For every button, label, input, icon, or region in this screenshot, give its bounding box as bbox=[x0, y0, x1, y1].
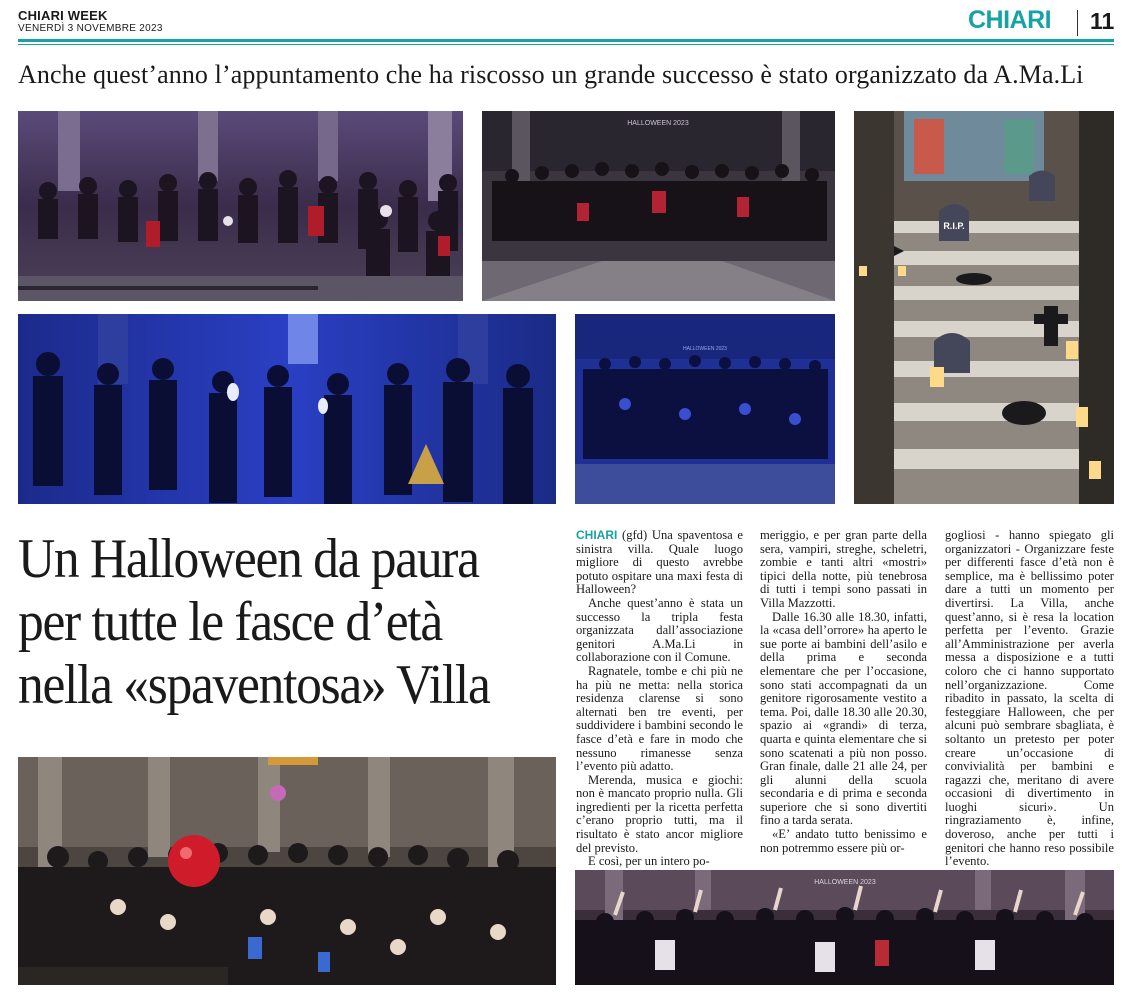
photo-1-illustration bbox=[18, 111, 463, 301]
banner-text-3: HALLOWEEN 2023 bbox=[814, 879, 876, 886]
photo-seated-crowd-blue bbox=[575, 314, 835, 504]
article-paragraph: Ragnatele, tombe e chi più ne ha più ne metta: nella storica residenza clarense si sono alternati ben tre eventi, per suddividere i bambini secondo le fasce d’età e fare in modo che nessuno rimanesse senza l’evento più adatto. bbox=[576, 663, 743, 774]
article-paragraph: Anche quest’anno è stata un successo la tripla festa organizzata dall’associazione genitori A.Ma.Li in collaborazione con il Comune. bbox=[576, 595, 743, 665]
photo-blue-dance-crowd bbox=[18, 314, 556, 504]
article-paragraph: gogliosi - hanno spiegato gli organizzatori - Organizzare feste per differenti fasce d’età non è semplice, ma è bellissimo poter dare a tutti un momento per divertirsi. La Villa, anche quest’anno, si è resa la location perfetta per l’evento. Grazie all’Amministrazione per averla messa a disposizione e a tutti coloro che ci hanno supportato nell’organizzazione. Come ribadito in passato, la scelta di festeggiare Halloween, che per alcuni può sembrare sbagliata, è soltanto un pretesto per poter creare un’occasione di convivialità per bambini e ragazzi che, meritano di avere occasioni di divertimento in luoghi sicuri». Un ringraziamento è, infine, doveroso, anche per tutti i genitori che hanno reso possibile l’evento. bbox=[945, 528, 1114, 869]
photo-3-illustration bbox=[854, 111, 1114, 504]
header-rule bbox=[18, 39, 1114, 42]
photo-crowd-banner bbox=[482, 111, 835, 301]
byline: (gfd) bbox=[622, 528, 648, 542]
issue-date: VENERDÌ 3 NOVEMBRE 2023 bbox=[18, 23, 163, 34]
headline-line-2: per tutte le fasce d’età bbox=[18, 591, 442, 653]
article-paragraph: Merenda, musica e giochi: non è mancato proprio nulla. Gli ingredienti per la ricetta perfetta c’erano proprio tutti, ma il risultato è stato ancor migliore del previsto. bbox=[576, 772, 743, 855]
article-paragraph: E così, per un intero po- bbox=[588, 854, 710, 869]
photo-5-illustration bbox=[575, 314, 835, 504]
banner-text-1: HALLOWEEN 2023 bbox=[627, 120, 689, 127]
photo-hall-crowd-balloon bbox=[18, 757, 556, 985]
paragraph-text: Una spaventosa e sinistra villa. Quale luogo migliore di questo avrebbe potuto ospitare una maxi festa di Halloween? bbox=[576, 528, 743, 597]
photo-6-illustration bbox=[18, 757, 556, 985]
headline bbox=[18, 528, 519, 717]
article-column-3 bbox=[945, 529, 1114, 869]
kicker-line: Anche quest’anno l’appuntamento che ha riscosso un grande successo è stato organizzato da A.Ma.Li bbox=[18, 60, 1084, 89]
publication-name: CHIARI WEEK bbox=[18, 8, 108, 23]
photo-kids-costumes-stage bbox=[18, 111, 463, 301]
article-paragraph: Dalle 16.30 alle 18.30, infatti, la «casa dell’orrore» ha aperto le sue porte ai bambini dell’asilo e della prima e seconda elementare che per l’occasione, sono stati accompagnati da un genitore rigorosamente vestito a tema. Poi, dalle 18.30 alle 20.30, spazio ai «grandi» di terza, quarta e quinta elementare che si sono scatenati a più non posso. Gran finale, dalle 21 alle 24, per gli alunni della scuola secondaria e di prima e seconda superiore che si sono divertiti fino a tarda serata. bbox=[760, 609, 927, 828]
article-column-1 bbox=[576, 529, 743, 869]
banner-text-2: HALLOWEEN 2023 bbox=[683, 346, 727, 352]
photo-4-illustration bbox=[18, 314, 556, 504]
article-paragraph: «E’ andato tutto benissimo e non potremmo essere più or- bbox=[760, 827, 927, 855]
photo-staircase-tombstones bbox=[854, 111, 1114, 504]
photo-kids-hands-up bbox=[575, 870, 1114, 985]
headline-line-3: nella «spaventosa» Villa bbox=[18, 654, 490, 716]
article-paragraph bbox=[576, 529, 743, 597]
photo-2-illustration bbox=[482, 111, 835, 301]
photo-7-illustration bbox=[575, 870, 1114, 985]
header-divider bbox=[1077, 10, 1078, 36]
header-rule-thin bbox=[18, 44, 1114, 45]
dateline-location: CHIARI bbox=[576, 528, 618, 542]
page-number: 11 bbox=[1090, 8, 1115, 34]
article-paragraph: meriggio, e per gran parte della sera, vampiri, streghe, scheletri, zombie e tanti altri «mostri» tipici della notte, più tenebrosa di tutti i tempi sono passati in Villa Mazzotti. bbox=[760, 528, 927, 610]
section-title: CHIARI bbox=[968, 6, 1052, 34]
headline-line-1: Un Halloween da paura bbox=[18, 528, 479, 590]
tombstone-text: R.I.P. bbox=[943, 221, 965, 231]
article-column-2 bbox=[760, 529, 927, 855]
